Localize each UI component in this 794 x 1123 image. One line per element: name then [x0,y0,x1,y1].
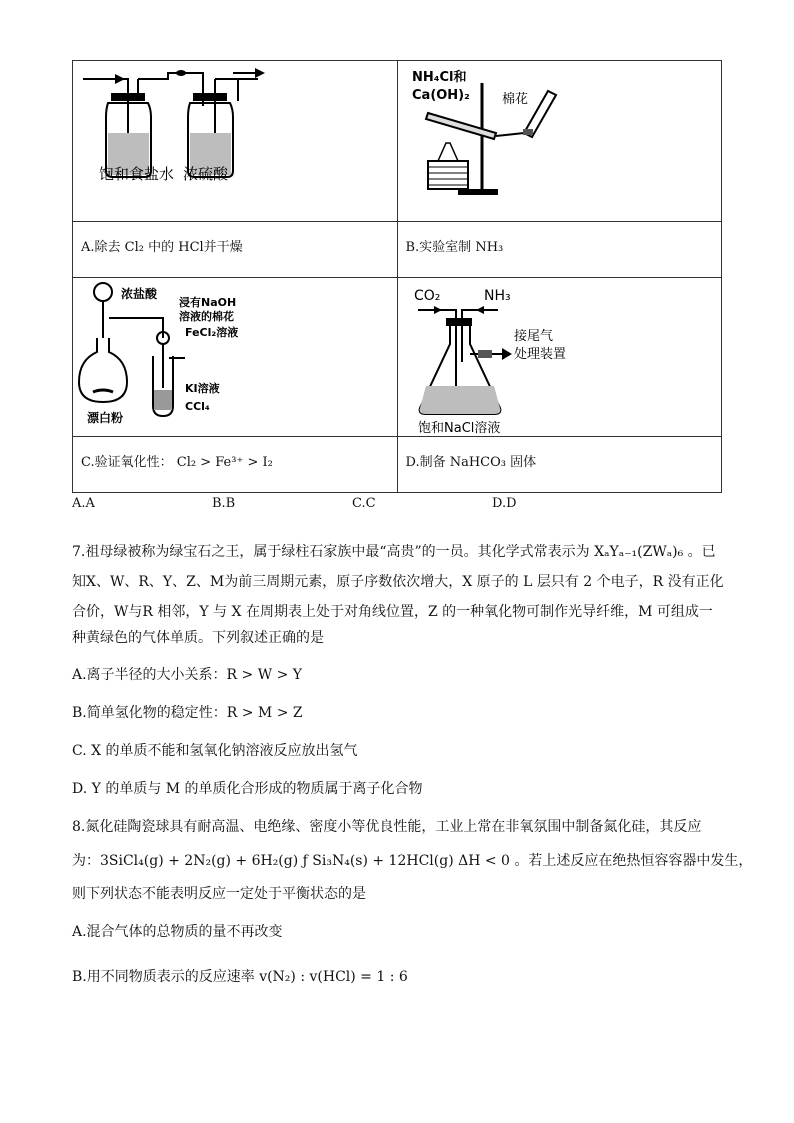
choice-b[interactable]: B.B [212,496,236,511]
q7-option-a[interactable]: A.离子半径的大小关系：R > W > Y [72,667,302,683]
cell-b-image [397,61,722,222]
q8-stem-line-1: 8.氮化硅陶瓷球具有耐高温、电绝缘、密度小等优良性能，工业上常在非氧氛围中制备氮化硅，其反应 [72,819,702,835]
label-tail-gas-1: 接尾气 [513,329,553,344]
label-co2: CO₂ [413,288,440,304]
gas-washing-bottles-diagram [73,61,396,221]
q7-stem-line-4: 种黄绿色的气体单质。下列叙述正确的是 [72,630,324,646]
label-nh4cl: NH₄Cl和 [411,70,466,85]
q8-option-b[interactable]: B.用不同物质表示的反应速率 v(N₂) : v(HCl) = 1 : 6 [72,969,408,985]
label-naoh-cotton-1: 浸有NaOH [179,296,237,309]
label-tail-gas-2: 处理装置 [513,347,566,362]
q8-stem-line-3: 则下列状态不能表明反应一定处于平衡状态的是 [72,886,366,902]
label-bleach-powder: 漂白粉 [87,411,124,425]
cell-a-image [73,61,398,222]
caption-c-formula: Cl₂ > Fe³⁺ > I₂ [176,455,273,470]
q8-stem-line-2: 为：3SiCl₄(g) + 2N₂(g) + 6H₂(g) ƒ Si₃N₄(s) + 12HCl(g) ΔH < 0 。若上述反应在绝热恒容容器中发生， [72,853,753,869]
q7-option-d[interactable]: D. Y 的单质与 M 的单质化合形成的物质属于离子化合物 [72,781,423,797]
caption-c [81,451,273,470]
label-ccl4: CCl₄ [185,400,210,413]
q8-option-a[interactable]: A.混合气体的总物质的量不再改变 [72,924,283,940]
cell-a-caption [73,222,398,278]
choice-d[interactable]: D.D [492,496,517,511]
cell-d-image [397,278,722,437]
label-cotton: 棉花 [501,92,528,107]
choice-a[interactable]: A.A [72,496,95,511]
ammonia-prep-diagram [398,61,723,221]
nahco3-prep-diagram [398,278,723,436]
label-ki-solution: KI溶液 [185,382,220,395]
label-caoh2: Ca(OH)₂ [411,88,470,103]
caption-d: D.制备 NaHCO₃ 固体 [405,455,537,470]
label-conc-sulfuric-acid: 浓硫酸 [183,165,229,183]
caption-c-text: C.验证氧化性： [81,455,173,470]
label-nh3: NH₃ [483,288,511,304]
q7-option-c[interactable]: C. X 的单质不能和氢氧化钠溶液反应放出氢气 [72,743,358,759]
cell-d-caption [397,437,722,493]
q7-stem-line-2: 知X、W、R、Y、Z、M为前三周期元素，原子序数依次增大，X 原子的 L 层只有 2 个电子，R 没有正化 [72,574,724,590]
oxidation-verification-diagram [73,278,396,436]
caption-b: B.实验室制 NH₃ [405,240,504,255]
q7-option-b[interactable]: B.简单氢化物的稳定性：R > M > Z [72,705,303,721]
label-naoh-cotton-2: 溶液的棉花 [179,310,234,323]
label-sat-nacl: 饱和NaCl溶液 [417,421,500,436]
cell-c-caption [73,437,398,493]
q7-stem-line-1: 7.祖母绿被称为绿宝石之王，属于绿柱石家族中最“高贵”的一员。其化学式常表示为 XₐYₐ₋₁(ZWₐ)₆ 。已 [72,544,716,560]
cell-c-image [73,278,398,437]
apparatus-table [72,60,722,493]
caption-a: A.除去 Cl₂ 中的 HCl并干燥 [81,240,243,255]
label-fecl2-solution: FeCl₂溶液 [185,326,239,339]
label-saturated-brine: 饱和食盐水 [99,165,175,183]
q7-stem-line-3: 合价，W与R 相邻，Y 与 X 在周期表上处于对角线位置，Z 的一种氧化物可制作光导纤维，M 可组成一 [72,604,713,620]
choice-c[interactable]: C.C [352,496,376,511]
cell-b-caption [397,222,722,278]
label-conc-hcl: 浓盐酸 [121,287,158,301]
